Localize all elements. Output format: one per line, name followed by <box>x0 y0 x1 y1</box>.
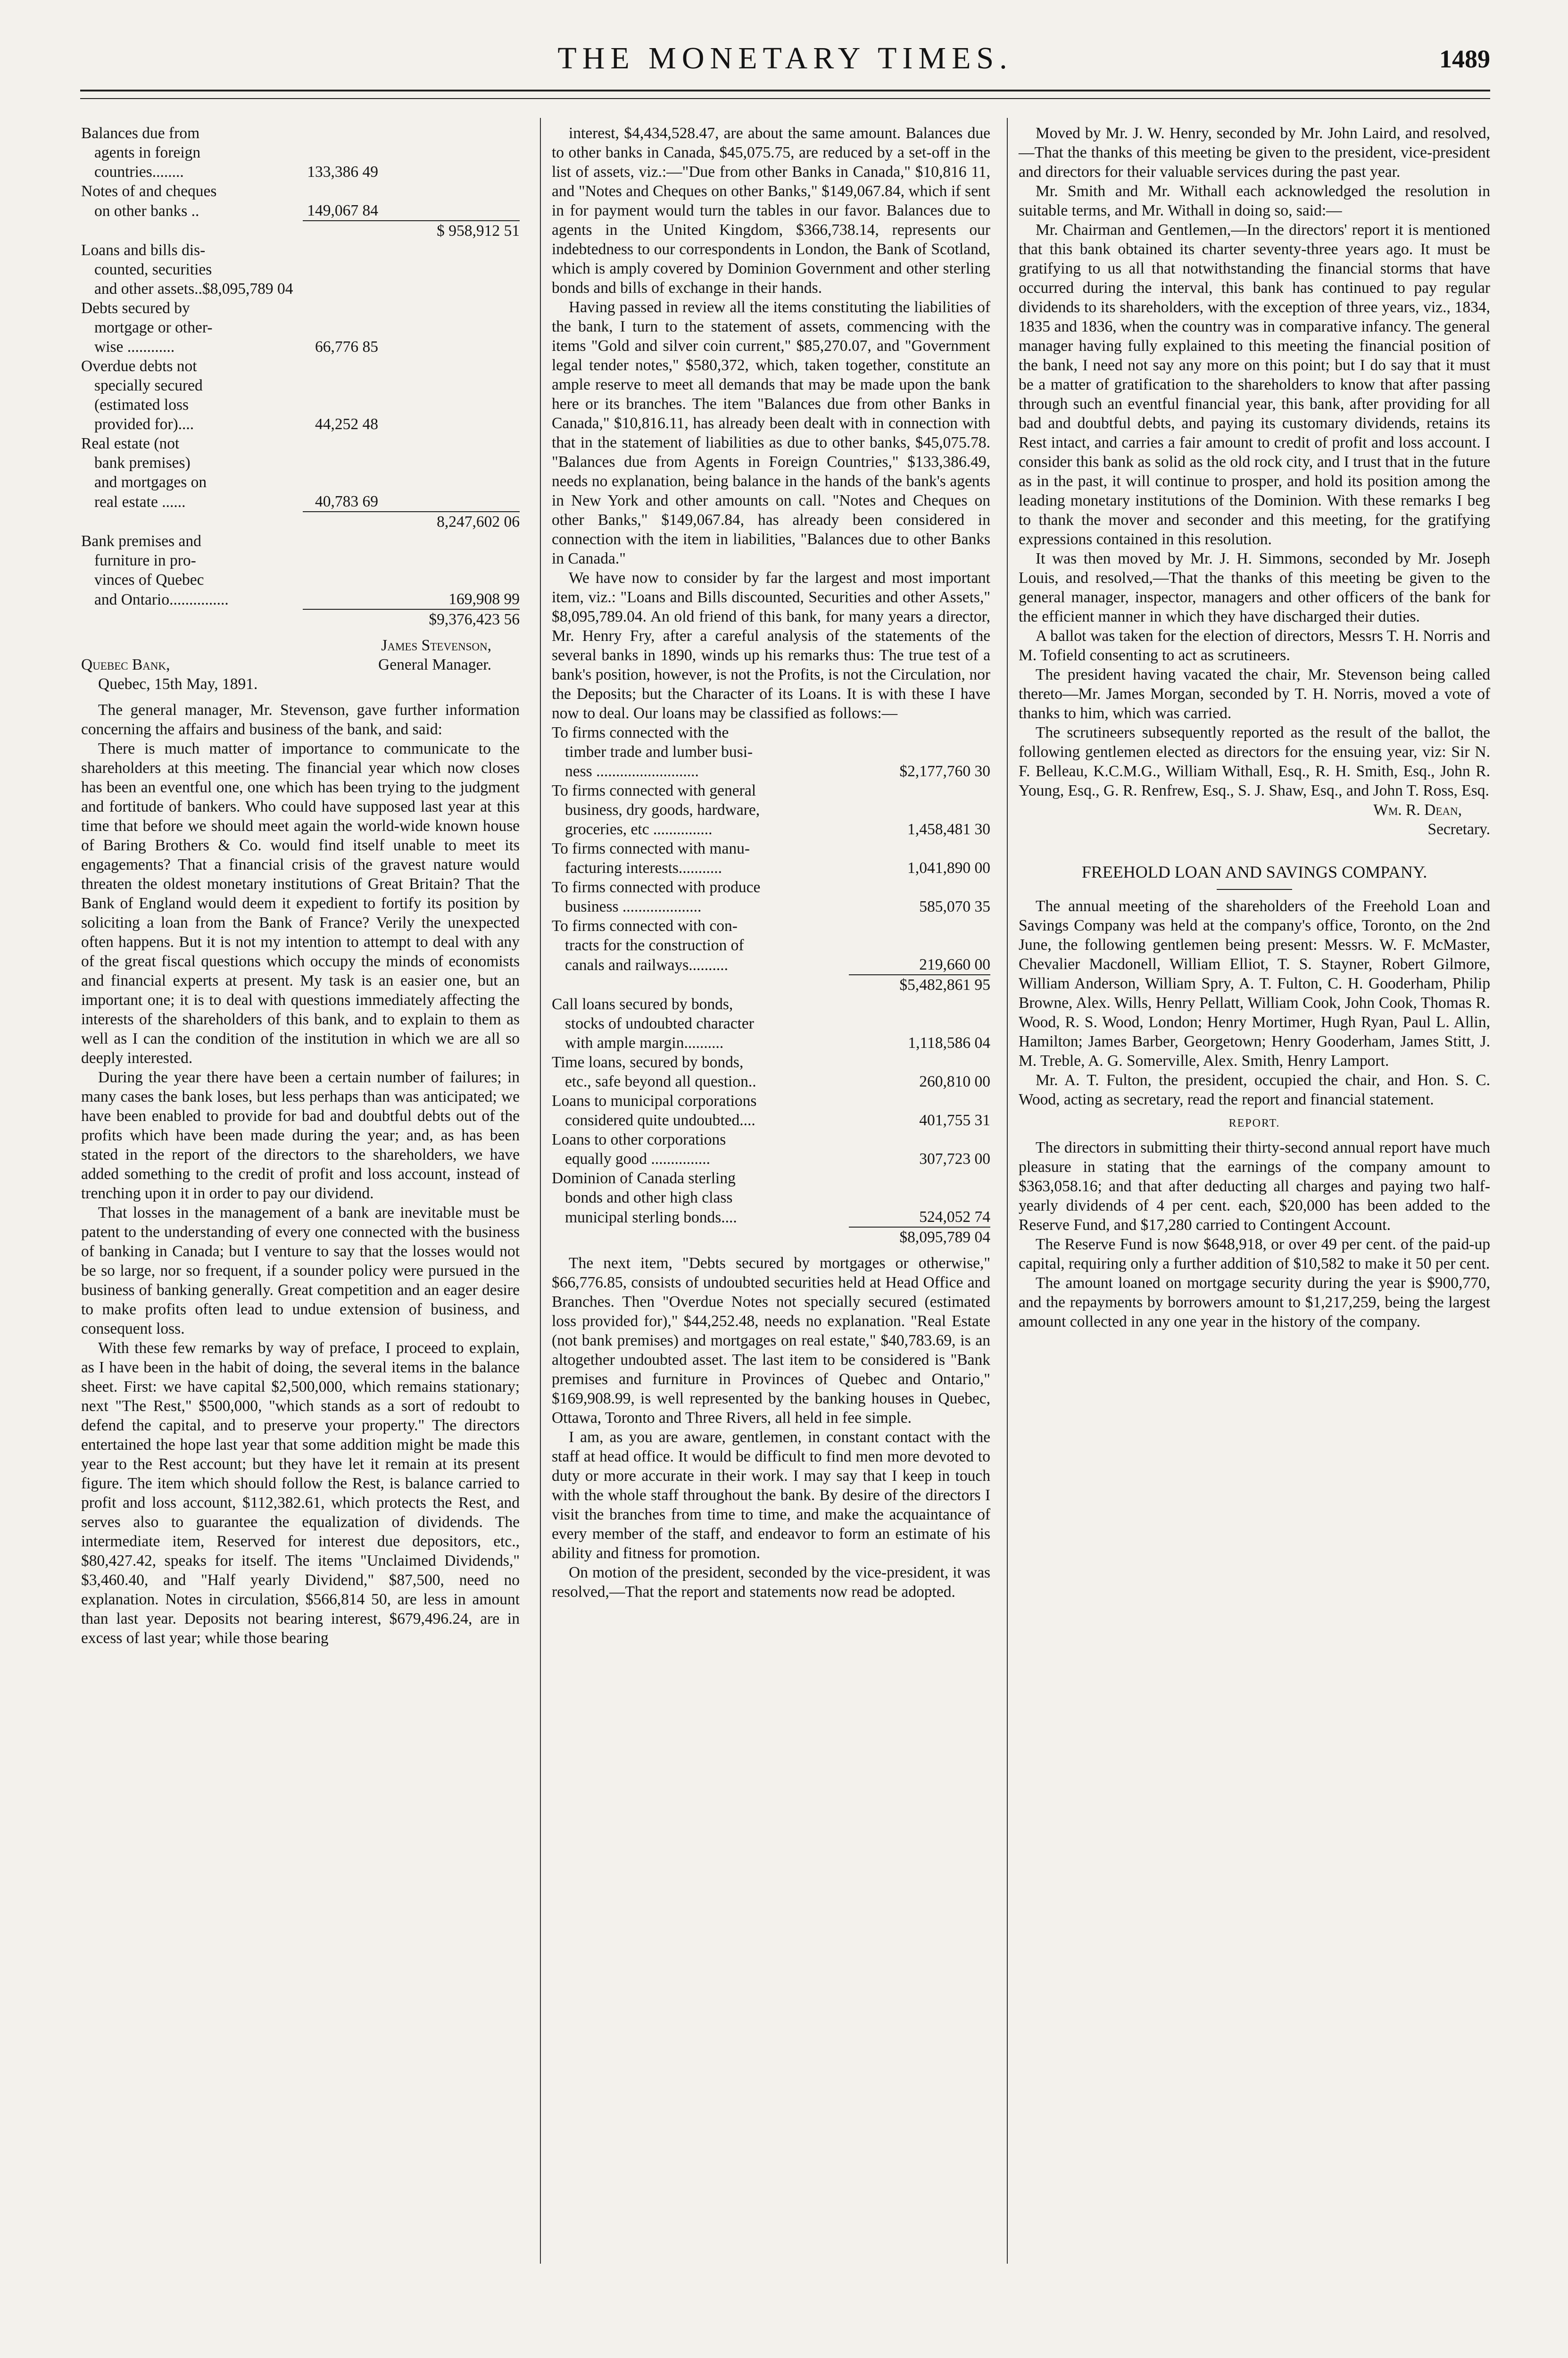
row-amount <box>849 1053 990 1072</box>
row-total <box>378 318 520 337</box>
table-row <box>552 1149 990 1169</box>
table-row <box>552 800 990 820</box>
row-amount: 44,252 48 <box>315 415 378 433</box>
row-amount: 1,118,586 04 <box>908 1034 990 1052</box>
row-amount: 524,052 74 <box>919 1208 990 1226</box>
row-total <box>378 162 520 182</box>
header-rule <box>80 90 1490 99</box>
row-label: Time loans, secured by bonds, <box>552 1054 744 1071</box>
table-row <box>552 762 990 781</box>
paragraph: A ballot was taken for the election of directors, Messrs T. H. Norris and M. Tofield consenting to act as scrutineers. <box>1019 627 1490 664</box>
table-row <box>552 1072 990 1091</box>
row-label: Overdue debts not <box>81 357 197 375</box>
row-label: specially secured <box>94 377 203 394</box>
article-text <box>81 700 520 1648</box>
row-label: Loans and bills dis- <box>81 241 206 259</box>
paragraph: Having passed in review all the items constituting the liabilities of the bank, I turn to the statement of assets, commencing with the items "Gold and silver coin current," $85,270.07, and "Government legal tender notes," $580,372, which, taken together, constitute an ample reserve to meet all demands that may be made upon the bank here or its branches. The item "Balances due from other Banks in Canada," $10,816.11, has already been dealt with in connection with that in the statement of liabilities as due to other banks, $45,075.78. "Balances due from Agents in Foreign Countries," $133,386.49, needs no explanation, being balance in the hands of the bank's agents in New York and other amounts on call. "Notes and Cheques on other Banks," $149,067.84, has already been considered in connection with the item in liabilities, "Balances due to other Banks in Canada." <box>552 299 990 567</box>
row-label: wise ............ <box>94 338 175 356</box>
row-total <box>378 260 520 279</box>
row-label: Bank premises and <box>81 532 201 550</box>
row-total <box>378 337 520 357</box>
row-amount: 133,386 49 <box>307 163 378 181</box>
paragraph: Mr. A. T. Fulton, the president, occupied the chair, and Hon. S. C. Wood, acting as secretary, read the report and financial statement. <box>1019 1071 1490 1108</box>
row-label: Real estate (not <box>81 435 180 452</box>
row-total <box>378 182 520 201</box>
table-row <box>552 1188 990 1207</box>
row-amount <box>849 936 990 955</box>
row-total <box>378 453 520 473</box>
row-amount <box>303 182 378 201</box>
paragraph: It was then moved by Mr. J. H. Simmons, seconded by Mr. Joseph Louis, and resolved,—That the thanks of this meeting be given to the general manager, inspector, managers and other officers of the bank for the efficient manner in which they have discharged their duties. <box>1019 550 1490 625</box>
row-label: countries........ <box>94 163 184 181</box>
row-amount <box>303 473 378 492</box>
table-row <box>552 1053 990 1072</box>
column-divider <box>1007 118 1008 2264</box>
table-row <box>81 162 520 182</box>
table-row <box>81 531 520 551</box>
column-3 <box>1019 124 1490 1331</box>
row-total <box>378 299 520 318</box>
row-label: (estimated loss <box>94 396 189 414</box>
row-label: Notes of and cheques <box>81 183 217 200</box>
table-row <box>81 124 520 143</box>
row-label: and other assets..$8,095,789 04 <box>94 280 293 298</box>
row-amount <box>303 357 378 376</box>
row-total: 169,908 99 <box>448 590 520 608</box>
publication-title: THE MONETARY TIMES. <box>557 41 1013 75</box>
row-amount <box>303 376 378 395</box>
row-label: ness .......................... <box>565 763 699 780</box>
row-label: and Ontario............... <box>94 591 229 608</box>
row-amount <box>303 570 378 590</box>
assets-table <box>81 124 520 629</box>
row-amount <box>849 839 990 858</box>
table-row <box>81 376 520 395</box>
table-row <box>81 395 520 415</box>
paragraph: The next item, "Debts secured by mortgages or otherwise," $66,776.85, consists of undoubted securities held at Head Office and Branches. Then "Overdue Notes not specially secured (estimated loss provided for)," $44,252.48, needs no explanation. "Real Estate (not bank premises) and mortgages on real estate," $40,783.69, is an altogether undoubted asset. The last item to be considered is "Bank premises and furniture in Provinces of Quebec and Ontario," $169,908.99, is well represented by the banking houses in Quebec, Ottawa, Toronto and Three Rivers, all held in fee simple. <box>552 1254 990 1427</box>
row-label: provided for).... <box>94 415 194 433</box>
table-row <box>81 570 520 590</box>
signature-name: James Stevenson, <box>381 637 491 654</box>
table-row <box>81 492 520 512</box>
row-amount <box>849 1169 990 1188</box>
row-label: business .................... <box>565 898 702 915</box>
row-amount <box>303 260 378 279</box>
row-amount: 66,776 85 <box>315 338 378 356</box>
table-row <box>552 1130 990 1149</box>
row-amount <box>849 742 990 762</box>
row-amount: $2,177,760 30 <box>899 763 990 780</box>
row-amount <box>303 453 378 473</box>
row-amount <box>303 221 378 241</box>
row-label <box>81 609 303 629</box>
table-row <box>552 916 990 936</box>
row-label: equally good ............... <box>565 1150 710 1168</box>
table-row <box>552 936 990 955</box>
table-row <box>552 839 990 858</box>
table-row <box>552 897 990 916</box>
row-label: Dominion of Canada sterling <box>552 1170 736 1187</box>
row-label <box>81 221 303 241</box>
row-label: groceries, etc ............... <box>565 821 713 838</box>
row-total <box>378 279 520 299</box>
table-row <box>81 241 520 260</box>
table-row <box>552 995 990 1014</box>
table-row <box>552 820 990 839</box>
table-row <box>81 260 520 279</box>
row-amount <box>303 395 378 415</box>
row-amount <box>303 590 378 609</box>
paragraph: The amount loaned on mortgage security during the year is $900,770, and the repayments by borrowers amount to $1,217,259, being the largest amount collected in any one year in the history of the company. <box>1019 1274 1490 1330</box>
row-amount <box>849 1014 990 1033</box>
row-total <box>378 570 520 590</box>
row-amount <box>303 279 378 299</box>
row-label: Debts secured by <box>81 299 190 317</box>
row-amount: 401,755 31 <box>919 1112 990 1129</box>
row-label: To firms connected with manu- <box>552 840 750 857</box>
table-row <box>81 512 520 531</box>
row-amount: 585,070 35 <box>919 898 990 915</box>
row-amount: 219,660 00 <box>919 956 990 973</box>
row-amount <box>849 800 990 820</box>
table-row <box>552 723 990 742</box>
paragraph: interest, $4,434,528.47, are about the same amount. Balances due to other banks in Canada, $45,075.75, are reduced by a set-off in the list of assets, viz.:—"Due from other Banks in Canada," $10,816 11, and "Notes and Cheques on other Banks," $149,067.84, which if sent in for payment would turn the tables in our favor. Balances due to agents in the United Kingdom, $366,738.14, represents our indebtedness to our correspondents in London, the Bank of Scotland, which is amply covered by Dominion Government and other sterling bonds and bills of exchange in their hands. <box>552 125 990 297</box>
paragraph: With these few remarks by way of preface, I proceed to explain, as I have been in the habit of doing, the several items in the balance sheet. First: we have capital $2,500,000, which remains stationary; next "The Rest," $500,000, "which stands as a sort of redoubt to defend the capital, and to preserve your property." The directors entertained the hope last year that some addition might be made this year to the Rest account; but they have let it remain at its present figure. The item which should follow the Rest, is balance carried to profit and loss account, $112,382.61, which protects the Rest, and serves also to guarantee the equalization of dividends. The intermediate item, Reserved for interest due depositors, etc., $80,427.42, speaks for itself. The items "Unclaimed Dividends," $3,460.40, and "Half yearly Dividend," $87,500, need no explanation. Notes in circulation, $566,814 50, are less in amount than last year. Deposits not bearing interest, $679,496.24, are in excess of last year; while those bearing <box>81 1339 520 1647</box>
row-amount: 1,458,481 30 <box>907 821 990 838</box>
row-label: timber trade and lumber busi- <box>565 743 753 761</box>
article-text <box>552 1254 990 1602</box>
row-label <box>552 975 849 995</box>
paragraph: The scrutineers subsequently reported as the result of the ballot, the following gentlemen elected as directors for the ensuing year, viz: Sir N. F. Belleau, K.C.M.G., William Withall, Esq., R. H. Smith, Esq., John R. Young, Esq., G. R. Renfrew, Esq., S. J. Shaw, Esq., and John T. Ross, Esq. <box>1019 724 1490 799</box>
row-amount <box>303 124 378 143</box>
row-label: To firms connected with the <box>552 724 729 741</box>
row-total <box>378 201 520 221</box>
row-label: etc., safe beyond all question.. <box>565 1073 756 1090</box>
section-title: FREEHOLD LOAN AND SAVINGS COMPANY. <box>1081 863 1427 881</box>
column-divider <box>540 118 541 2264</box>
table-row <box>552 1033 990 1053</box>
row-label: facturing interests........... <box>565 859 722 877</box>
row-total <box>378 415 520 434</box>
row-label: considered quite undoubted.... <box>565 1112 755 1129</box>
table-row <box>81 434 520 453</box>
row-amount: $8,095,789 04 <box>849 1227 990 1247</box>
row-total <box>378 124 520 143</box>
row-total: $9,376,423 56 <box>378 609 520 629</box>
table-row <box>552 1207 990 1227</box>
row-total <box>378 241 520 260</box>
table-row <box>81 337 520 357</box>
row-amount <box>849 723 990 742</box>
row-total <box>378 143 520 162</box>
row-amount <box>303 551 378 570</box>
row-amount <box>849 916 990 936</box>
table-row <box>81 473 520 492</box>
table-row <box>81 415 520 434</box>
row-total <box>378 434 520 453</box>
row-label: To firms connected with produce <box>552 879 761 896</box>
row-label: bonds and other high class <box>565 1189 733 1206</box>
row-label: business, dry goods, hardware, <box>565 801 760 819</box>
table-row <box>81 609 520 629</box>
table-row <box>81 221 520 241</box>
table-row <box>81 182 520 201</box>
row-label: Balances due from <box>81 125 200 142</box>
paragraph: Mr. Chairman and Gentlemen,—In the directors' report it is mentioned that this bank obtained its charter seventy-three years ago. It must be gratifying to us all that notwithstanding the financial storms that have occurred during the interval, this bank has continued to pay regular dividends to its shareholders, with the exception of three years, viz., 1834, 1835 and 1836, when the country was in comparative infancy. The general manager having fully explained to this meeting the financial position of the bank, I need not say any more on this point; but I do say that it must be a matter of gratification to the shareholders to know that after passing through such an eventful financial year, this bank, after providing for all bad and doubtful debts, and paying its customary dividends, retains its Rest intact, and carries a fair amount to credit of profit and loss account. I consider this bank as solid as the old rock city, and I trust that in the future as in the past, it will continue to prosper, and hold its position among the leading monetary institutions of the Dominion. With these remarks I beg to thank the mover and seconder and this meeting, for the gratifying expressions contained in this resolution. <box>1019 221 1490 548</box>
row-label: Call loans secured by bonds, <box>552 996 733 1013</box>
row-amount <box>303 241 378 260</box>
table-row <box>552 955 990 975</box>
row-amount <box>849 878 990 897</box>
row-amount <box>303 531 378 551</box>
row-amount <box>303 318 378 337</box>
table-row <box>552 878 990 897</box>
row-label: To firms connected with con- <box>552 917 738 935</box>
secretary-title: Secretary. <box>1427 821 1490 838</box>
row-label: bank premises) <box>94 454 191 472</box>
table-row <box>552 1169 990 1188</box>
row-total <box>378 357 520 376</box>
row-amount: 1,041,890 00 <box>907 859 990 877</box>
loans-table <box>552 723 990 1247</box>
row-amount: 307,723 00 <box>919 1150 990 1168</box>
row-label: stocks of undoubted character <box>565 1015 754 1032</box>
table-row <box>552 781 990 800</box>
row-amount <box>849 1188 990 1207</box>
row-amount <box>303 434 378 453</box>
table-row <box>552 1014 990 1033</box>
row-amount <box>303 512 378 531</box>
table-row <box>81 143 520 162</box>
row-label: real estate ...... <box>94 493 186 511</box>
row-label: with ample margin.......... <box>565 1034 724 1052</box>
table-row <box>81 590 520 609</box>
row-label: tracts for the construction of <box>565 937 744 954</box>
table-row <box>81 279 520 299</box>
row-amount: 149,067 84 <box>307 202 378 219</box>
row-total <box>378 395 520 415</box>
row-amount: 260,810 00 <box>919 1073 990 1090</box>
row-total <box>378 473 520 492</box>
table-row <box>552 858 990 878</box>
table-row <box>552 1227 990 1247</box>
row-label: and mortgages on <box>94 473 207 491</box>
row-total <box>378 376 520 395</box>
row-total <box>378 551 520 570</box>
column-1 <box>81 124 520 1648</box>
row-label: municipal sterling bonds.... <box>565 1209 737 1226</box>
row-amount <box>303 143 378 162</box>
table-row <box>552 1111 990 1130</box>
paragraph: The president having vacated the chair, Mr. Stevenson being called thereto—Mr. James Morgan, seconded by T. H. Norris, moved a vote of thanks to him, which was carried. <box>1019 666 1490 722</box>
row-amount <box>849 1091 990 1111</box>
column-2 <box>552 124 990 1602</box>
paragraph: Mr. Smith and Mr. Withall each acknowledged the resolution in suitable terms, and Mr. Withall in doing so, said:— <box>1019 183 1490 219</box>
report-heading: REPORT. <box>1228 1117 1280 1129</box>
row-label: counted, securities <box>94 261 212 278</box>
article-text <box>1019 897 1490 1109</box>
table-row <box>81 318 520 337</box>
paragraph: The general manager, Mr. Stevenson, gave further information concerning the affairs and business of the bank, and said: <box>81 701 520 738</box>
row-label: mortgage or other- <box>94 319 213 336</box>
row-label: vinces of Quebec <box>94 571 204 589</box>
paragraph: The Reserve Fund is now $648,918, or over 49 per cent. of the paid-up capital, requiring only a further addition of $10,582 to make it 50 per cent. <box>1019 1236 1490 1272</box>
row-amount <box>303 299 378 318</box>
row-total <box>378 492 520 512</box>
paragraph: Moved by Mr. J. W. Henry, seconded by Mr. John Laird, and resolved,—That the thanks of this meeting be given to the president, vice-president and directors for their valuable services during the past year. <box>1019 125 1490 181</box>
table-row <box>552 1091 990 1111</box>
row-label: Loans to municipal corporations <box>552 1092 757 1110</box>
secretary-signature: Wm. R. Dean, <box>1373 801 1462 819</box>
table-row <box>81 299 520 318</box>
article-text <box>552 124 990 723</box>
row-label <box>552 1227 849 1247</box>
divider <box>1217 889 1292 890</box>
table-row <box>81 453 520 473</box>
table-row <box>552 742 990 762</box>
row-label: on other banks .. <box>94 202 199 220</box>
row-total: 8,247,602 06 <box>378 512 520 531</box>
paragraph: There is much matter of importance to communicate to the shareholders at this meeting. The financial year which now closes has been an eventful one, one which has been trying to the judgment and fortitude of bankers. Who could have supposed last year at this time that before we should meet again the world-wide known house of Baring Brothers & Co. would find itself unable to meet its engagements? That a financial crisis of the gravest nature would threaten the oldest monetary institutions of Great Britain? That the Bank of England would deem it expedient to fortify its position by soliciting a loan from the Bank of France? Verily the unexpected often happens. But it is not my intention to attempt to deal with any of the great fiscal questions which occupy the minds of economists and financial experts at present. My task is an easier one, but an important one; it is to deal with questions immediately affecting the interests of the shareholders of this bank, and to explain to them as well as I can the condition of the institution in which we are all so deeply interested. <box>81 740 520 1067</box>
row-total: $ 958,912 51 <box>378 221 520 241</box>
masthead <box>80 41 1490 83</box>
signature-line: Quebec Bank, General Manager. <box>81 656 491 673</box>
paragraph: We have now to consider by far the largest and most important item, viz.: "Loans and Bills discounted, Securities and other Assets," $8,095,789.04. An old friend of this bank, for many years a director, Mr. Henry Fry, after a careful analysis of the statements of the several banks in 1890, winds up his remarks thus: The true test of a bank's position, however, is not the Profits, is not the Circulation, nor the Deposits; but the Character of its Loans. It is with these I have now to deal. Our loans may be classified as follows:— <box>552 569 990 722</box>
table-row <box>552 975 990 995</box>
row-label: agents in foreign <box>94 144 201 161</box>
row-amount: $5,482,861 95 <box>849 975 990 995</box>
row-amount <box>849 781 990 800</box>
page-number: 1489 <box>1439 45 1490 73</box>
paragraph: I am, as you are aware, gentlemen, in constant contact with the staff at head office. It would be difficult to find men more devoted to duty or more accurate in their work. I may say that I keep in touch with the whole staff throughout the bank. By desire of the directors I visit the branches from time to time, and make the acquaintance of every member of the staff, and endeavor to form an estimate of his ability and fitness for promotion. <box>552 1428 990 1562</box>
row-amount <box>849 995 990 1014</box>
article-text <box>1019 1138 1490 1331</box>
paragraph: During the year there have been a certain number of failures; in many cases the bank loses, but less perhaps than was anticipated; we have been enabled to provide for bad and doubtful debts out of the profits which have been made during the year; and, as has been stated in the report of the directors to the shareholders, we have added something to the credit of profit and loss account, instead of trenching upon it in order to pay our dividend. <box>81 1069 520 1202</box>
row-label: furniture in pro- <box>94 552 196 569</box>
paragraph: On motion of the president, seconded by the vice-president, it was resolved,—That the report and statements now read be adopted. <box>552 1564 990 1601</box>
table-row <box>81 201 520 221</box>
row-label: To firms connected with general <box>552 782 756 799</box>
paragraph: The annual meeting of the shareholders of the Freehold Loan and Savings Company was held at the company's office, Toronto, on the 2nd June, the following gentlemen being present: Messrs. W. F. McMaster, Chevalier Macdonell, William Elliot, T. S. Stayner, Robert Gilmore, William Anderson, William Spry, A. T. Fulton, C. H. Gooderham, Philip Browne, Alex. Wills, Henry Pellatt, William Cook, John Cook, Thomas R. Wood, R. S. Wood, London; Henry Mortimer, Hugh Ryan, Paul L. Allin, Hamilton; James Barber, Georgetown; Henry Gooderham, James Stitt, J. M. Treble, A. G. Somerville, Alex. Smith, Henry Lamport. <box>1019 897 1490 1070</box>
row-label: Loans to other corporations <box>552 1131 726 1148</box>
signature-date: Quebec, 15th May, 1891. <box>98 675 258 693</box>
paragraph: The directors in submitting their thirty-second annual report have much pleasure in stating that the earnings of the company amount to $363,058.16; and that after deducting all charges and paying two half-yearly dividends of 4 per cent. each, $20,000 has been added to the Reserve Fund, and $17,280 carried to Contingent Account. <box>1019 1139 1490 1234</box>
row-label: canals and railways.......... <box>565 956 729 974</box>
row-total <box>378 531 520 551</box>
paragraph: That losses in the management of a bank are inevitable must be patent to the understanding of every one connected with the business of banking in Canada; but I venture to say that the losses would not be so large, nor so frequent, if a sounder policy were pursued in the business of banking generally. Great competition and an eager desire to make profits often lead to undue extension of business, and consequent loss. <box>81 1204 520 1337</box>
row-amount: 40,783 69 <box>315 493 378 510</box>
table-row <box>81 551 520 570</box>
table-row <box>81 357 520 376</box>
row-amount <box>849 1130 990 1149</box>
row-amount <box>303 609 378 629</box>
row-label <box>81 512 303 531</box>
article-text <box>1019 124 1490 800</box>
